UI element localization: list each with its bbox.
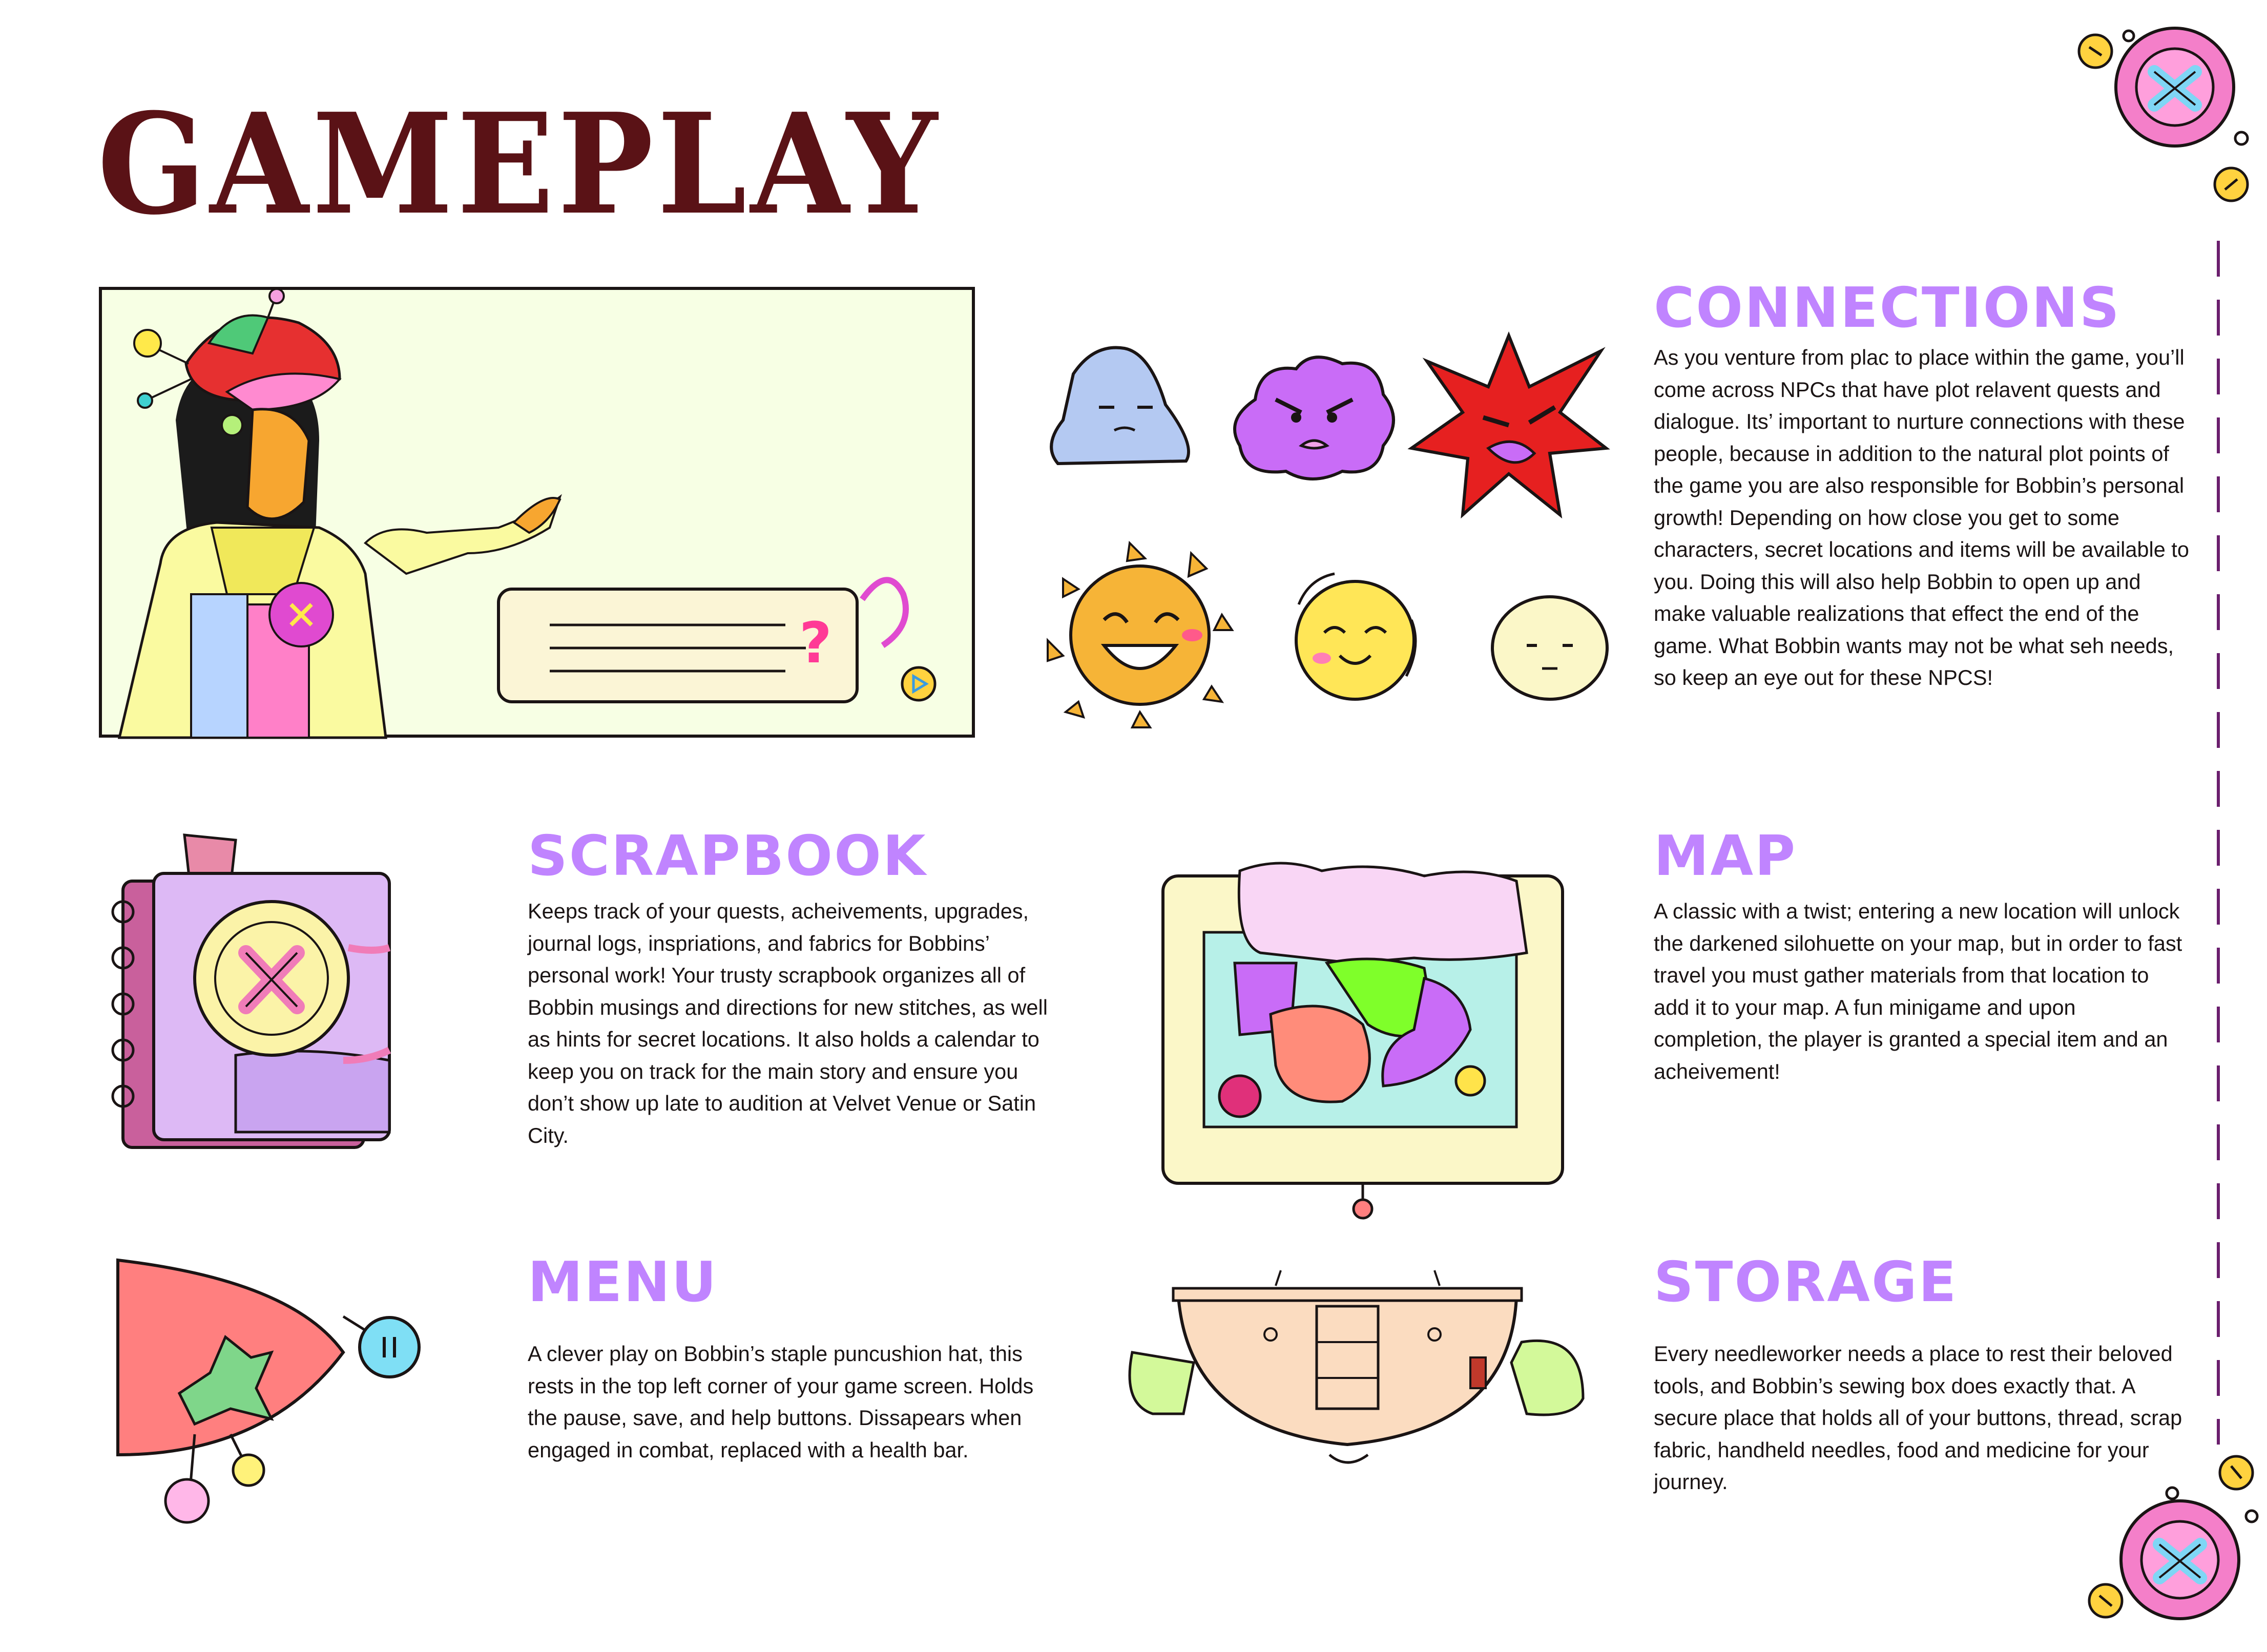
dialogue-question-icon: ? bbox=[799, 610, 832, 676]
game-screen-preview bbox=[99, 287, 975, 738]
menu-heading: MENU bbox=[528, 1250, 718, 1314]
menu-hat-icon bbox=[113, 1250, 446, 1537]
map-heading: MAP bbox=[1654, 824, 1797, 888]
connections-body: As you venture from plac to place within the game, you’ll come across NPCs that have plot relavent quests and dialogue. Its’ important to nurture connections with these people, because in addition to the natural plot points of the game you are also responsible for Bobbin’s personal growth! Depending on how close you get to some characters, secret locations and items will be available to you. Doing this will also help Bobbin to open up and make valuable realizations that effect the end of the game. What Bobbin wants may not be what seh needs, so keep an eye out for these NPCS! bbox=[1654, 345, 2189, 689]
connections-heading: CONNECTIONS bbox=[1654, 276, 2121, 340]
scrapbook-icon bbox=[102, 825, 410, 1168]
menu-body: A clever play on Bobbin’s staple puncushion hat, this rests in the top left corner of your game screen. Holds the pause, save, and help buttons. Dissapears when engaged in combat, replaced with a health bar. bbox=[528, 1342, 1034, 1462]
npc-cloud-purple-icon bbox=[1224, 348, 1404, 482]
scrapbook-heading: SCRAPBOOK bbox=[528, 824, 927, 888]
npc-burst-red-icon bbox=[1406, 330, 1611, 520]
scrapbook-body: Keeps track of your quests, acheivements, upgrades, journal logs, inspriations, and fabrics for Bobbins’ personal work! Your trusty scrapbook organizes all of Bobbin musings and directions for new stitches, as well as hints for secret locations. It also holds a calendar to keep you on track for the main story and ensure you don’t show up late to audition at Velvet Venue or Satin City. bbox=[528, 899, 1048, 1147]
npc-neutral-pale-icon bbox=[1486, 589, 1614, 707]
button-pink-icon bbox=[2070, 20, 2264, 205]
sewing-box-icon bbox=[1122, 1260, 1593, 1486]
npc-smile-yellow-icon bbox=[1278, 563, 1432, 717]
storage-heading: STORAGE bbox=[1654, 1250, 1958, 1314]
npc-sun-orange-icon bbox=[1043, 538, 1237, 733]
storage-body: Every needleworker needs a place to rest their beloved tools, and Bobbin’s sewing box does exactly that. A secure place that holds all of your buttons, thread, scrap fabric, handheld needles, food and medicine for your journey. bbox=[1654, 1342, 2182, 1494]
map-icon bbox=[1158, 861, 1568, 1224]
page-title: GAMEPLAY bbox=[97, 82, 942, 245]
map-body: A classic with a twist; entering a new location will unlock the darkened silohuette on your map, but in order to fast travel you must gather materials from that location to add it to your map. A fun minigame and upon completion, the player is granted a special item and an acheivement! bbox=[1654, 899, 2182, 1083]
npc-ghost-blue-icon bbox=[1043, 343, 1207, 476]
